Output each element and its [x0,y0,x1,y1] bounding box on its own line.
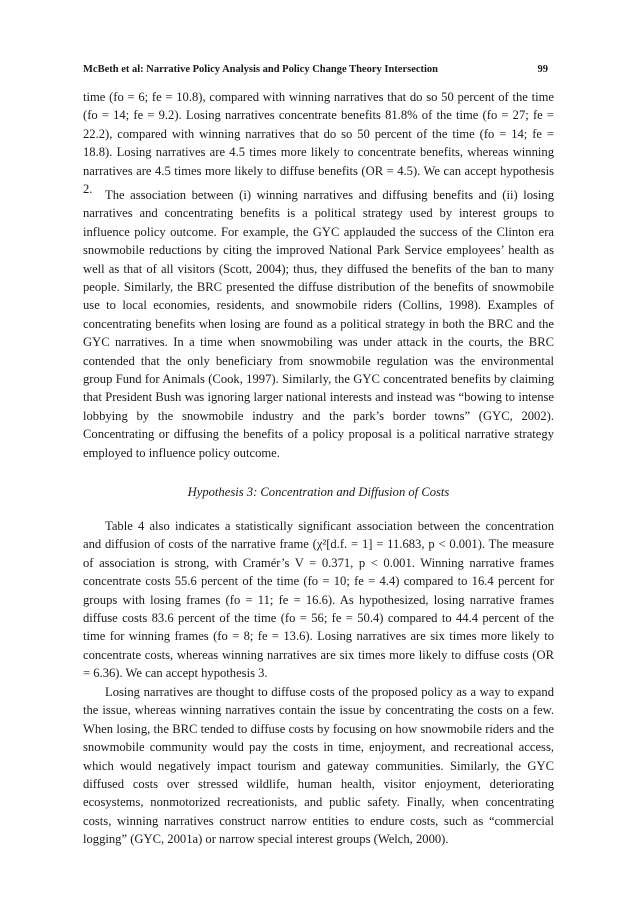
paragraph-3: Table 4 also indicates a statistically significant association between the concentration and diffusion of costs of the narrative frame (χ²[d.f. = 1] = 11.683, p < 0.001). The measure of association is strong, with Cramér’s V = 0.371, p < 0.001. Winning narrative frames concentrate costs 55.6 percent of the time (fo = 10; fe = 4.4) compared to 16.4 percent for groups with losing frames (fo = 11; fe = 16.6). As hypothesized, losing narrative frames diffuse costs 83.6 percent of the time (fo = 56; fe = 50.4) compared to 44.4 percent of the time for winning frames (fo = 8; fe = 13.6). Losing narratives are six times more likely to concentrate costs, whereas winning narratives are six times more likely to diffuse costs (OR = 6.36). We can accept hypothesis 3. [83,519,554,681]
section-heading: Hypothesis 3: Concentration and Diffusion of Costs [187,485,450,499]
paragraph-2: The association between (i) winning narratives and diffusing benefits and (ii) losing narratives and concentrating benefits is a political strategy used by interest groups to influence policy outcome. For example, the GYC applauded the success of the Clinton era snowmobile reductions by citing the improved National Park Service employees’ health as well as that of all visitors (Scott, 2004); thus, they diffused the benefits of the ban to many people. Similarly, the BRC presented the diffuse distribution of the benefits of snowmobile use to local economies, residents, and snowmobile riders (Collins, 1998). Examples of concentrating benefits when losing are found as a political strategy in both the BRC and the GYC narratives. In a time when snowmobiling was under attack in the courts, the BRC contended that the only beneficiary from snowmobile regulation was the environmental group Fund for Animals (Cook, 1997). Similarly, the GYC concentrated benefits by claiming that President Bush was ignoring larger national interests and instead was “bowing to intense lobbying by the snowmobile industry and the park’s border towns” (GYC, 2002). Concentrating or diffusing the benefits of a policy proposal is a political narrative strategy employed to influence policy outcome. [83,188,554,460]
running-title: McBeth et al: Narrative Policy Analysis and Policy Change Theory Intersection [83,64,439,75]
page-number: 99 [537,64,548,75]
paragraph-4: Losing narratives are thought to diffuse costs of the proposed policy as a way to expand the issue, whereas winning narratives contain the issue by concentrating the costs on a few. When losing, the BRC tended to diffuse costs by focusing on how snowmobile riders and the snowmobile community would pay the costs in time, enjoyment, and recreational access, which would negatively impact tourism and gateway communities. Similarly, the GYC diffused costs over stressed wildlife, human health, visitor enjoyment, deteriorating ecosystems, nonmotorized recreationists, and public safety. Finally, when concentrating costs, winning narratives construct narrow entities to endure costs, such as “commercial logging” (GYC, 2001a) or narrow special interest groups (Welch, 2000). [83,685,554,847]
paragraph-1: time (fo = 6; fe = 10.8), compared with winning narratives that do so 50 percent of the time (fo = 14; fe = 9.2). Losing narratives concentrate benefits 81.8% of the time (fo = 27; fe = 22.2), compared with winning narratives that do so 50 percent of the time (fo = 14; fe = 18.8). Losing narratives are 4.5 times more likely to concentrate benefits, whereas winning narratives are 4.5 times more likely to diffuse benefits (OR = 4.5). We can accept hypothesis 2. [83,90,554,197]
running-header [83,64,548,75]
